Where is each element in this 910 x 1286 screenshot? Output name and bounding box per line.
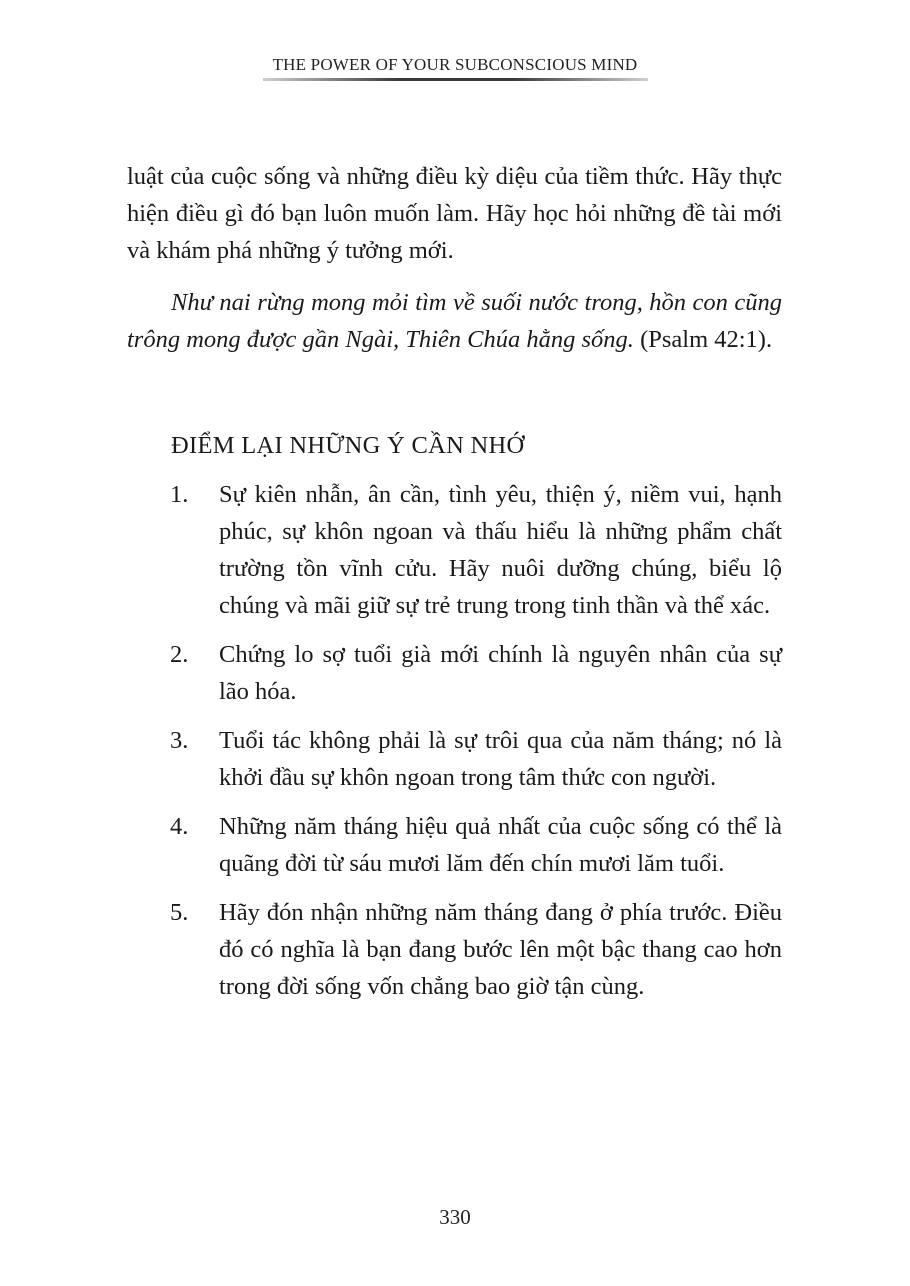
page-content: [127, 158, 782, 1017]
list-item-number: 1.: [170, 481, 189, 508]
list-item-text: Những năm tháng hiệu quả nhất của cuộc sống có thể là quãng đời từ sáu mươi lăm đến chín mươi lăm tuổi.: [219, 813, 782, 877]
summary-list: [127, 476, 782, 1005]
list-item-number: 2.: [170, 641, 189, 668]
list-item: [127, 894, 782, 1005]
list-item-number: 3.: [170, 727, 189, 754]
quote-citation: (Psalm 42:1).: [640, 326, 773, 353]
list-item: [127, 722, 782, 796]
page-number: 330: [439, 1205, 471, 1229]
list-item-number: 4.: [170, 813, 189, 840]
list-item-text: Tuổi tác không phải là sự trôi qua của năm tháng; nó là khởi đầu sự khôn ngoan trong tâm thức con người.: [219, 727, 782, 791]
header-rule: [263, 78, 648, 81]
body-paragraph: luật của cuộc sống và những điều kỳ diệu của tiềm thức. Hãy thực hiện điều gì đó bạn luôn muốn làm. Hãy học hỏi những đề tài mới và khám phá những ý tưởng mới.: [127, 163, 782, 264]
list-item: [127, 808, 782, 882]
list-item: [127, 636, 782, 710]
list-item-number: 5.: [170, 899, 189, 926]
list-item-text: Chứng lo sợ tuổi già mới chính là nguyên nhân của sự lão hóa.: [219, 641, 782, 705]
running-header: [0, 55, 910, 81]
scripture-quote: [127, 284, 782, 358]
list-item-text: Sự kiên nhẫn, ân cần, tình yêu, thiện ý, niềm vui, hạnh phúc, sự khôn ngoan và thấu hiểu là những phẩm chất trường tồn vĩnh cửu. Hãy nuôi dưỡng chúng, biểu lộ chúng và mãi giữ sự trẻ trung trong tinh thần và thể xác.: [219, 481, 782, 619]
quote-text: Như nai rừng mong mỏi tìm về suối nước trong, hồn con cũng trông mong được gần Ngài, Thiên Chúa hằng sống.: [127, 289, 782, 353]
running-title: THE POWER OF YOUR SUBCONSCIOUS MIND: [272, 55, 638, 74]
list-item: [127, 476, 782, 624]
list-item-text: Hãy đón nhận những năm tháng đang ở phía trước. Điều đó có nghĩa là bạn đang bước lên một bậc thang cao hơn trong đời sống vốn chẳng bao giờ tận cùng.: [219, 899, 782, 1000]
section-heading: ĐIỂM LẠI NHỮNG Ý CẦN NHỚ: [171, 432, 525, 459]
